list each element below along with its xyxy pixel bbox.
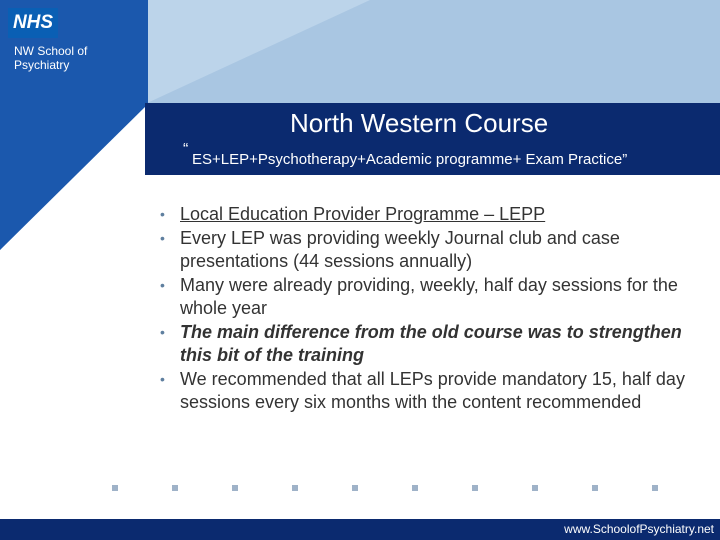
bullet-icon: • — [160, 277, 165, 293]
bullet-text: We recommended that all LEPs provide mandatory 15, half day sessions every six months with the content recommended — [180, 369, 685, 412]
slide-subtitle: ES+LEP+Psychotherapy+Academic programme+ Exam Practice” — [192, 151, 628, 168]
decorative-dot — [112, 485, 118, 491]
decorative-dot — [532, 485, 538, 491]
bullet-item — [160, 227, 690, 273]
footer-url: www.SchoolofPsychiatry.net — [564, 522, 714, 536]
bullet-icon: • — [160, 371, 165, 387]
bullet-item — [160, 321, 690, 367]
slide-title: North Western Course — [290, 108, 549, 138]
decorative-dot — [592, 485, 598, 491]
decorative-dot — [232, 485, 238, 491]
bullet-item — [160, 274, 690, 320]
decorative-dot — [352, 485, 358, 491]
bullet-list — [160, 203, 690, 415]
decorative-dot — [292, 485, 298, 491]
bullet-item — [160, 203, 690, 226]
decorative-dot — [412, 485, 418, 491]
bullet-text: The main difference from the old course was to strengthen this bit of the training — [180, 322, 682, 365]
bullet-text: Local Education Provider Programme – LEPP — [180, 204, 546, 224]
bullet-item — [160, 368, 690, 414]
subtitle-open-quote: “ — [183, 141, 189, 158]
nhs-logo: NHS — [8, 8, 58, 38]
decorative-dot — [652, 485, 658, 491]
decorative-dot-row — [108, 481, 668, 497]
decorative-dot — [172, 485, 178, 491]
bullet-text: Every LEP was providing weekly Journal club and case presentations (44 sessions annually) — [180, 228, 620, 271]
bullet-icon: • — [160, 324, 165, 340]
bullet-icon: • — [160, 206, 165, 222]
organization-name: NW School of Psychiatry — [14, 44, 88, 72]
bullet-text: Many were already providing, weekly, half day sessions for the whole year — [180, 275, 678, 318]
decorative-dot — [472, 485, 478, 491]
bullet-icon: • — [160, 230, 165, 246]
